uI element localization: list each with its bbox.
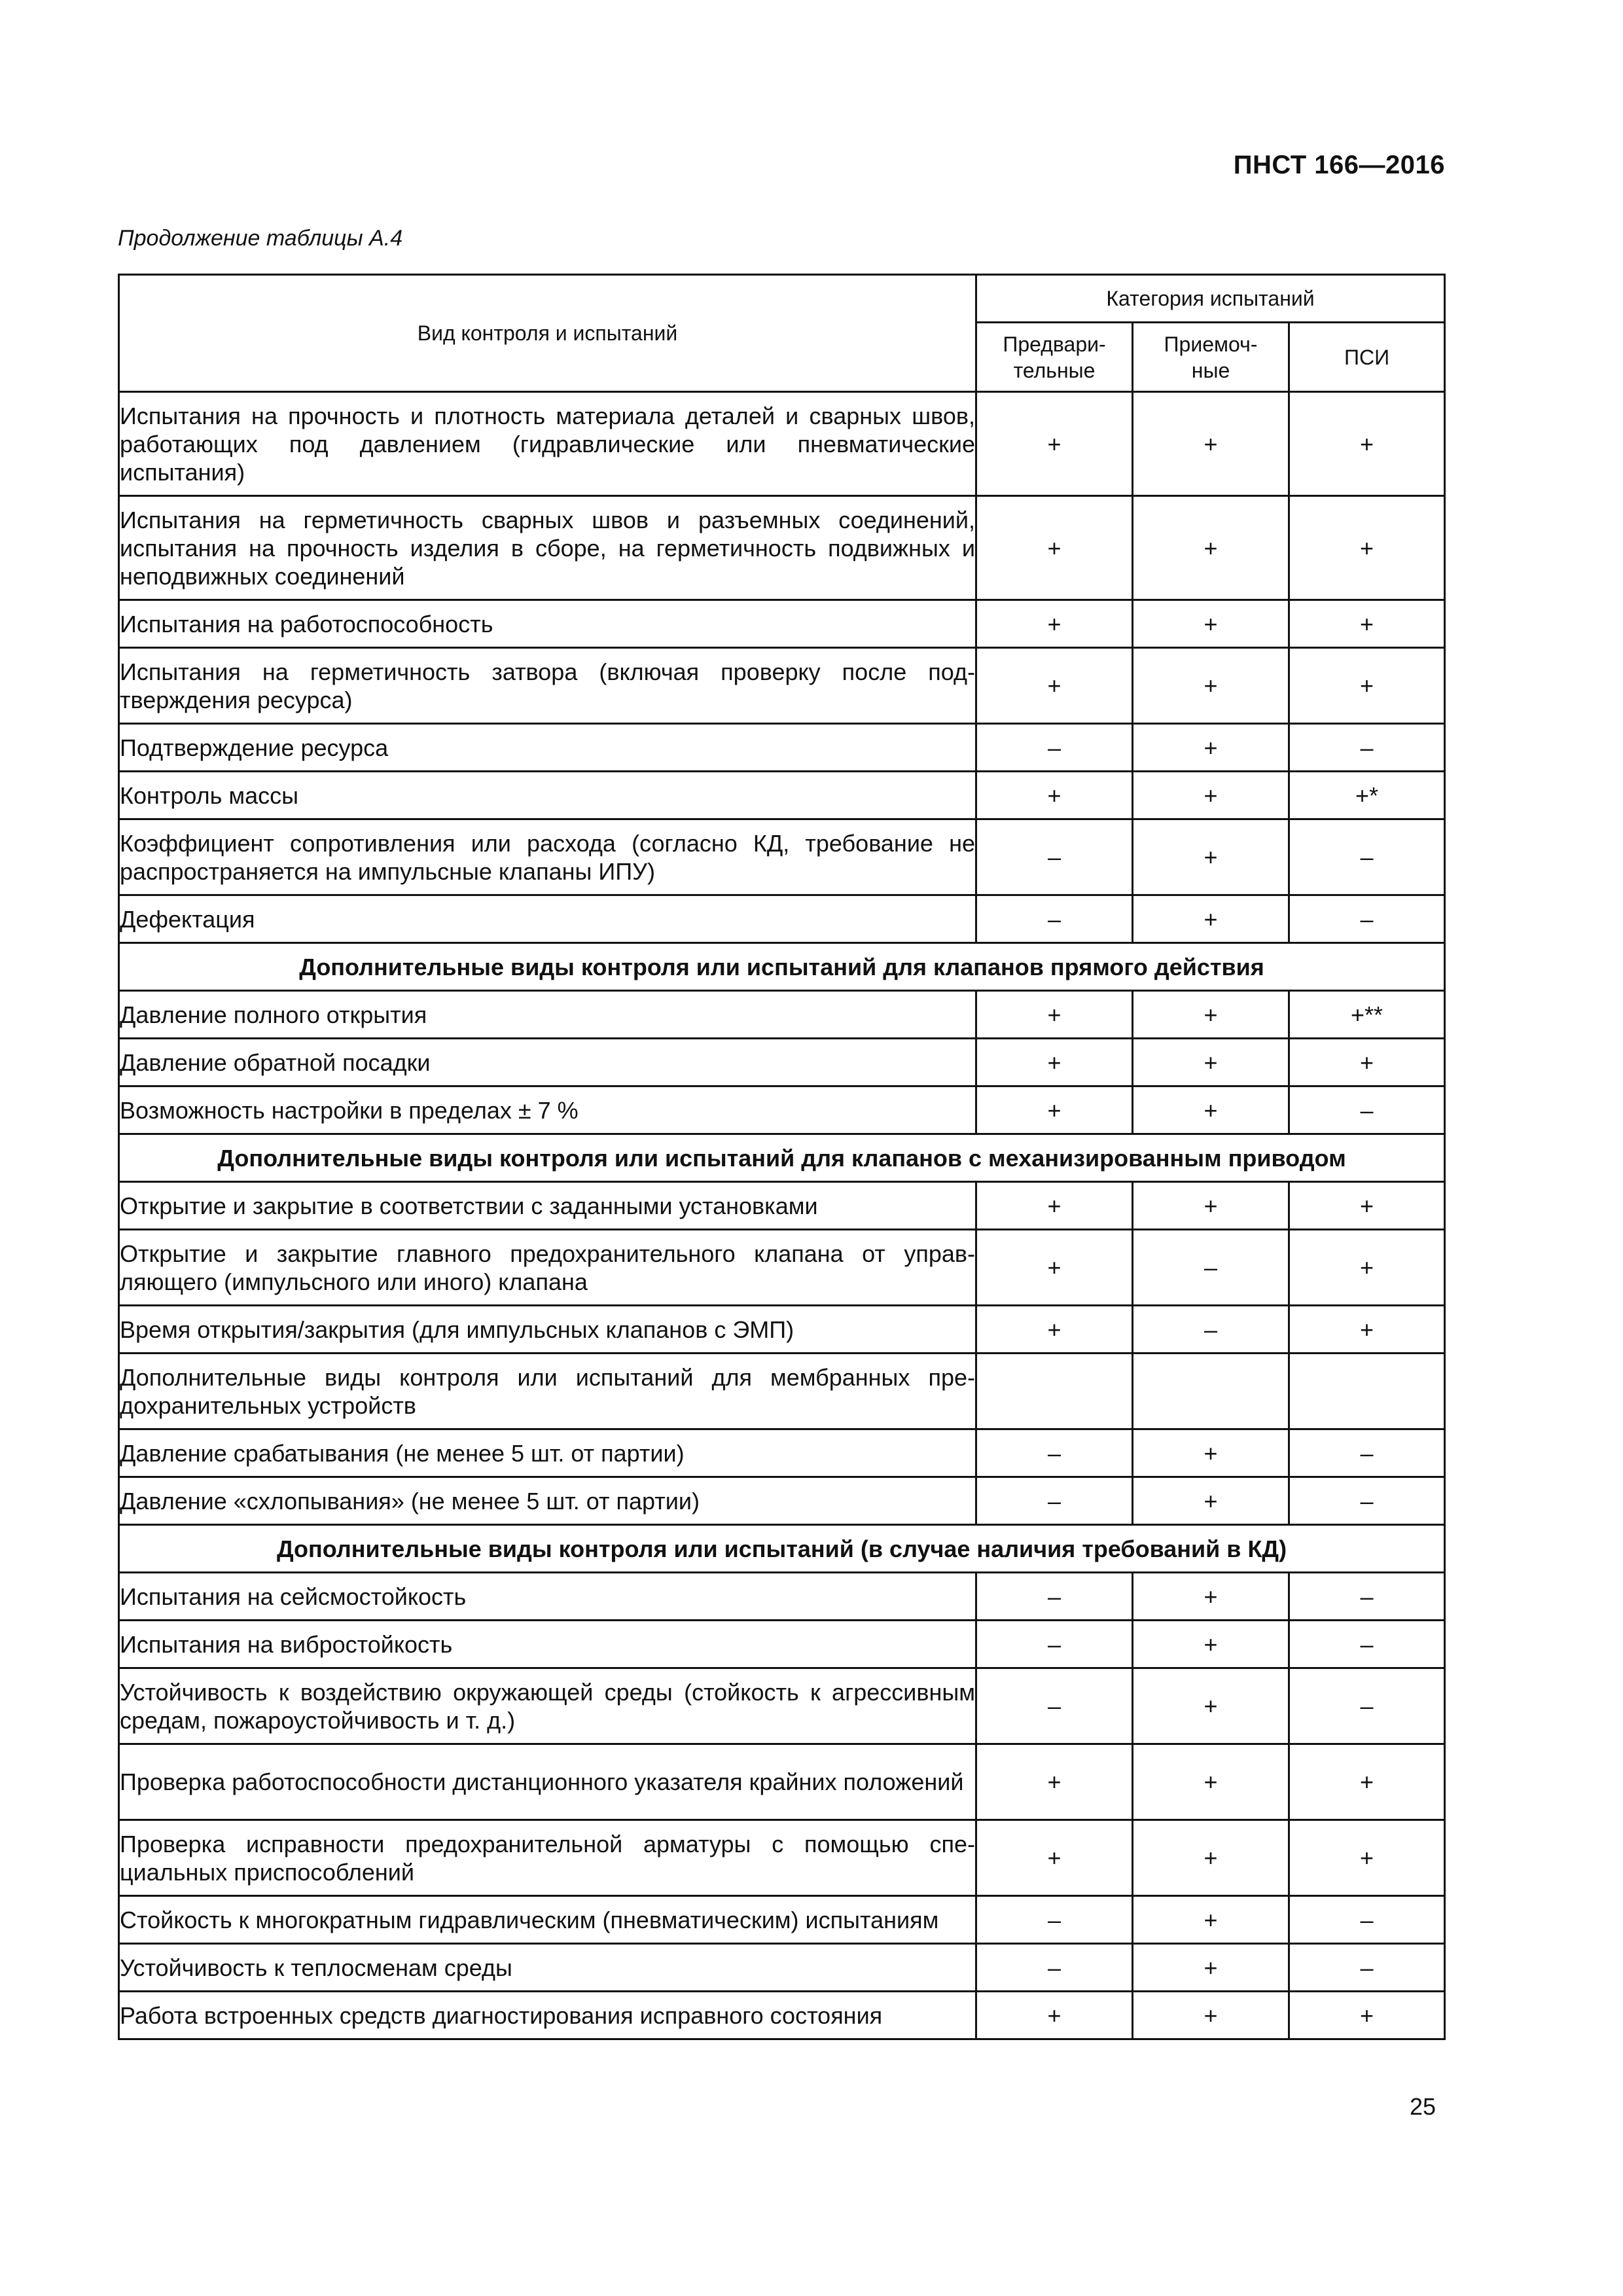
table-row: [119, 1944, 1445, 1992]
test-description: Давление «схлопывания» (не менее 5 шт. от партии): [119, 1477, 976, 1525]
mark-preliminary: –: [976, 1621, 1133, 1668]
test-description: Контроль массы: [119, 772, 976, 819]
mark-acceptance: +: [1133, 1573, 1289, 1621]
mark-acceptance: +: [1133, 1668, 1289, 1744]
header-acceptance: Приемоч- ные: [1133, 323, 1289, 392]
section-title: Дополнительные виды контроля или испытаний (в случае наличия требований в КД): [119, 1525, 1445, 1573]
header-psi: ПСИ: [1289, 323, 1445, 392]
mark-preliminary: –: [976, 1668, 1133, 1744]
table-row: [119, 496, 1445, 600]
mark-psi: –: [1289, 1086, 1445, 1134]
mark-psi: –: [1289, 1944, 1445, 1992]
test-description: Давление срабатывания (не менее 5 шт. от партии): [119, 1429, 976, 1477]
table-section-row: [119, 943, 1445, 991]
mark-psi: +**: [1289, 991, 1445, 1039]
test-description: Проверка работоспособности дистанционного указателя крайних положений: [119, 1744, 976, 1820]
mark-psi: +: [1289, 1744, 1445, 1820]
mark-acceptance: +: [1133, 496, 1289, 600]
mark-psi: –: [1289, 1573, 1445, 1621]
table-row: [119, 1306, 1445, 1354]
mark-acceptance: +: [1133, 1182, 1289, 1230]
table-row: [119, 1230, 1445, 1306]
test-description: Давление обратной посадки: [119, 1039, 976, 1086]
test-description: Проверка исправности предохранительной арматуры с помощью специальных приспособлений: [119, 1820, 976, 1896]
header-test-category: Категория испытаний: [976, 275, 1445, 323]
tests-table: [118, 274, 1446, 2040]
mark-acceptance: –: [1133, 1230, 1289, 1306]
mark-psi: –: [1289, 1429, 1445, 1477]
test-description: Работа встроенных средств диагностирования исправного состояния: [119, 1992, 976, 2039]
mark-psi: +*: [1289, 772, 1445, 819]
mark-psi: –: [1289, 1477, 1445, 1525]
mark-psi: +: [1289, 648, 1445, 724]
mark-acceptance: +: [1133, 895, 1289, 943]
mark-acceptance: +: [1133, 648, 1289, 724]
mark-preliminary: –: [976, 1429, 1133, 1477]
mark-acceptance: +: [1133, 1820, 1289, 1896]
test-description: Давление полного открытия: [119, 991, 976, 1039]
mark-psi: –: [1289, 1668, 1445, 1744]
test-description: Испытания на работоспособность: [119, 600, 976, 648]
mark-preliminary: +: [976, 991, 1133, 1039]
mark-psi: +: [1289, 600, 1445, 648]
table-section-row: [119, 1134, 1445, 1182]
mark-acceptance: +: [1133, 1896, 1289, 1944]
test-description: Испытания на вибростойкость: [119, 1621, 976, 1668]
mark-preliminary: +: [976, 1744, 1133, 1820]
mark-acceptance: +: [1133, 1477, 1289, 1525]
test-description: Подтверждение ресурса: [119, 724, 976, 772]
table-row: [119, 1182, 1445, 1230]
test-description: Устойчивость к воздействию окружающей среды (стойкость к агрессивным средам, пожароустойчивость и т. д.): [119, 1668, 976, 1744]
test-description: Коэффициент сопротивления или расхода (согласно КД, требование не распространяется на импульсные клапаны ИПУ): [119, 819, 976, 895]
section-title: Дополнительные виды контроля или испытаний для клапанов с механизированным приводом: [119, 1134, 1445, 1182]
mark-preliminary: +: [976, 1182, 1133, 1230]
table-row: [119, 1573, 1445, 1621]
mark-preliminary: [976, 1354, 1133, 1429]
mark-preliminary: –: [976, 1573, 1133, 1621]
mark-psi: –: [1289, 1896, 1445, 1944]
test-description: Испытания на герметичность сварных швов и разъемных соединений, испытания на прочность изделия в сборе, на герметичность подвижных и неподвижных соединений: [119, 496, 976, 600]
header-preliminary: Предвари- тельные: [976, 323, 1133, 392]
table-row: [119, 819, 1445, 895]
mark-acceptance: +: [1133, 392, 1289, 496]
test-description: Испытания на герметичность затвора (включая проверку после подтверждения ресурса): [119, 648, 976, 724]
mark-preliminary: –: [976, 895, 1133, 943]
mark-preliminary: +: [976, 1820, 1133, 1896]
table-row: [119, 600, 1445, 648]
mark-psi: +: [1289, 1039, 1445, 1086]
test-description: Дефектация: [119, 895, 976, 943]
mark-psi: –: [1289, 1621, 1445, 1668]
mark-acceptance: +: [1133, 1039, 1289, 1086]
mark-preliminary: +: [976, 496, 1133, 600]
table-row: [119, 1477, 1445, 1525]
mark-acceptance: [1133, 1354, 1289, 1429]
mark-preliminary: +: [976, 772, 1133, 819]
mark-psi: +: [1289, 1306, 1445, 1354]
mark-psi: +: [1289, 392, 1445, 496]
mark-psi: +: [1289, 1182, 1445, 1230]
mark-preliminary: +: [976, 648, 1133, 724]
test-description: Открытие и закрытие в соответствии с заданными установками: [119, 1182, 976, 1230]
table-row: [119, 1429, 1445, 1477]
mark-acceptance: +: [1133, 724, 1289, 772]
table-row: [119, 724, 1445, 772]
mark-preliminary: –: [976, 819, 1133, 895]
section-title: Дополнительные виды контроля или испытаний для клапанов прямого действия: [119, 943, 1445, 991]
mark-acceptance: +: [1133, 1944, 1289, 1992]
mark-preliminary: +: [976, 1086, 1133, 1134]
mark-acceptance: +: [1133, 1429, 1289, 1477]
table-row: [119, 1992, 1445, 2039]
page-number: 25: [1409, 2093, 1436, 2120]
mark-psi: +: [1289, 1230, 1445, 1306]
mark-psi: –: [1289, 895, 1445, 943]
table-row: [119, 1039, 1445, 1086]
test-description: Устойчивость к теплосменам среды: [119, 1944, 976, 1992]
mark-preliminary: +: [976, 1306, 1133, 1354]
table-row: [119, 1896, 1445, 1944]
table-section-row: [119, 1525, 1445, 1573]
table-row: [119, 1086, 1445, 1134]
mark-acceptance: +: [1133, 600, 1289, 648]
table-row: [119, 895, 1445, 943]
mark-preliminary: +: [976, 1039, 1133, 1086]
test-description: Стойкость к многократным гидравлическим (пневматическим) испытаниям: [119, 1896, 976, 1944]
mark-acceptance: +: [1133, 1621, 1289, 1668]
test-description: Время открытия/закрытия (для импульсных клапанов с ЭМП): [119, 1306, 976, 1354]
table-row: [119, 648, 1445, 724]
test-description: Открытие и закрытие главного предохранительного клапана от управляющего (импульсного или иного) клапана: [119, 1230, 976, 1306]
mark-preliminary: +: [976, 1992, 1133, 2039]
table-caption: Продолжение таблицы А.4: [118, 226, 403, 251]
table-row: [119, 1621, 1445, 1668]
mark-preliminary: –: [976, 1944, 1133, 1992]
table-body: [119, 392, 1445, 2039]
mark-acceptance: +: [1133, 991, 1289, 1039]
mark-acceptance: +: [1133, 1744, 1289, 1820]
mark-preliminary: +: [976, 392, 1133, 496]
mark-preliminary: –: [976, 1896, 1133, 1944]
table-row: [119, 1820, 1445, 1896]
mark-preliminary: +: [976, 1230, 1133, 1306]
test-description: Испытания на сейсмостойкость: [119, 1573, 976, 1621]
document-code: ПНСТ 166—2016: [1233, 151, 1445, 179]
mark-psi: [1289, 1354, 1445, 1429]
table-row: [119, 1354, 1445, 1429]
mark-preliminary: –: [976, 724, 1133, 772]
test-description: Испытания на прочность и плотность материала деталей и сварных швов, работающих под давлением (гидравлические или пневматические испытания): [119, 392, 976, 496]
mark-psi: +: [1289, 1992, 1445, 2039]
table-row: [119, 1668, 1445, 1744]
mark-acceptance: +: [1133, 772, 1289, 819]
table-row: [119, 1744, 1445, 1820]
mark-acceptance: +: [1133, 1992, 1289, 2039]
mark-acceptance: +: [1133, 819, 1289, 895]
mark-psi: +: [1289, 1820, 1445, 1896]
mark-acceptance: –: [1133, 1306, 1289, 1354]
table-row: [119, 772, 1445, 819]
header-test-type: Вид контроля и испытаний: [119, 275, 976, 392]
table-row: [119, 991, 1445, 1039]
mark-psi: +: [1289, 496, 1445, 600]
mark-preliminary: –: [976, 1477, 1133, 1525]
mark-preliminary: +: [976, 600, 1133, 648]
test-description: Возможность настройки в пределах ± 7 %: [119, 1086, 976, 1134]
test-description: Дополнительные виды контроля или испытаний для мембранных предохранительных устройств: [119, 1354, 976, 1429]
mark-psi: –: [1289, 819, 1445, 895]
mark-acceptance: +: [1133, 1086, 1289, 1134]
mark-psi: –: [1289, 724, 1445, 772]
table-row: [119, 392, 1445, 496]
